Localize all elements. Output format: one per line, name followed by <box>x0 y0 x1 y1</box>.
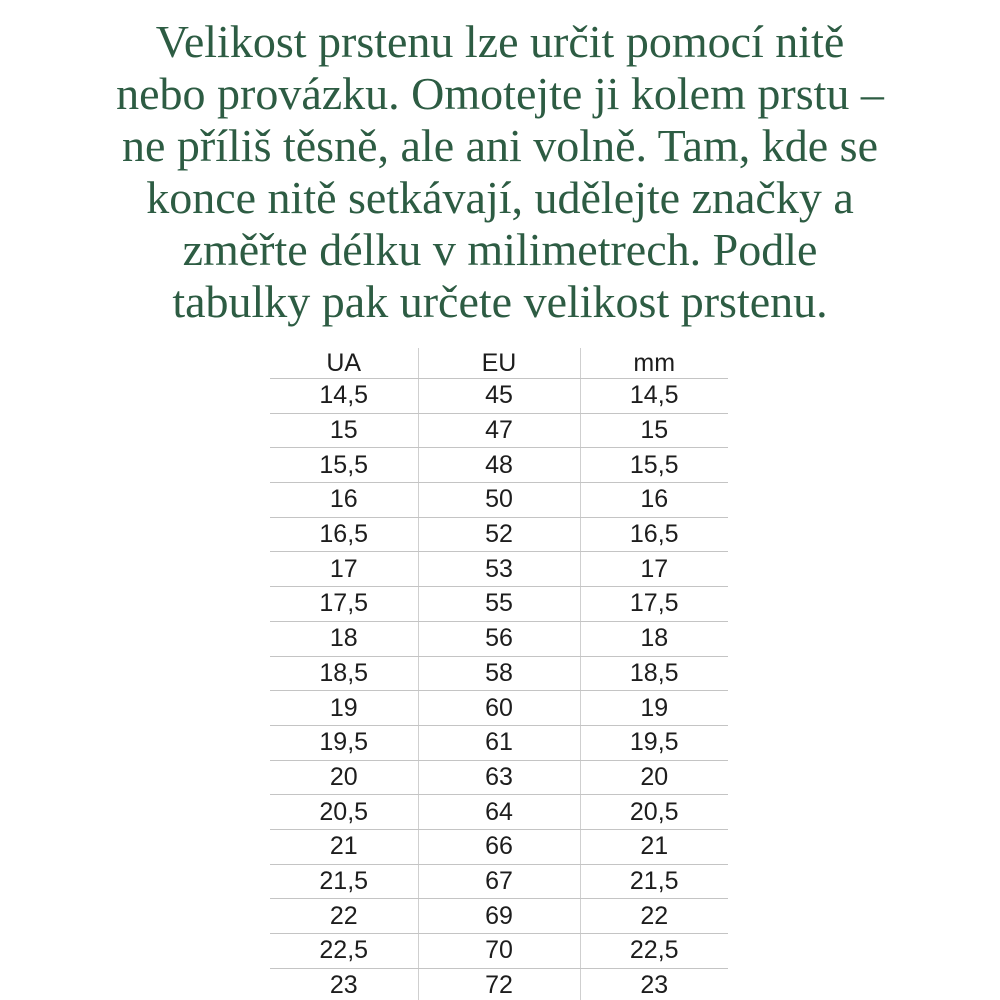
cell-mm: 15,5 <box>580 448 728 483</box>
cell-mm: 22 <box>580 899 728 934</box>
cell-eu: 52 <box>418 517 580 552</box>
cell-ua: 17 <box>270 552 418 587</box>
cell-eu: 60 <box>418 691 580 726</box>
cell-mm: 19,5 <box>580 725 728 760</box>
cell-ua: 20,5 <box>270 795 418 830</box>
cell-ua: 18 <box>270 621 418 656</box>
instruction-line: konce nitě setkávají, udělejte značky a <box>146 172 854 223</box>
instruction-line: tabulky pak určete velikost prstenu. <box>172 276 828 327</box>
cell-ua: 23 <box>270 968 418 1000</box>
cell-eu: 63 <box>418 760 580 795</box>
cell-ua: 15 <box>270 413 418 448</box>
cell-eu: 61 <box>418 725 580 760</box>
cell-mm: 20,5 <box>580 795 728 830</box>
cell-eu: 64 <box>418 795 580 830</box>
cell-eu: 50 <box>418 483 580 518</box>
cell-mm: 21,5 <box>580 864 728 899</box>
cell-eu: 53 <box>418 552 580 587</box>
cell-ua: 22,5 <box>270 934 418 969</box>
cell-ua: 15,5 <box>270 448 418 483</box>
cell-ua: 17,5 <box>270 587 418 622</box>
cell-mm: 21 <box>580 829 728 864</box>
cell-ua: 18,5 <box>270 656 418 691</box>
cell-eu: 56 <box>418 621 580 656</box>
cell-ua: 14,5 <box>270 379 418 414</box>
cell-mm: 17,5 <box>580 587 728 622</box>
cell-mm: 16,5 <box>580 517 728 552</box>
cell-eu: 48 <box>418 448 580 483</box>
cell-mm: 20 <box>580 760 728 795</box>
table-row <box>270 656 728 691</box>
table-row <box>270 968 728 1000</box>
cell-mm: 22,5 <box>580 934 728 969</box>
cell-eu: 66 <box>418 829 580 864</box>
table-row <box>270 934 728 969</box>
cell-mm: 14,5 <box>580 379 728 414</box>
table-row <box>270 691 728 726</box>
instruction-line: nebo provázku. Omotejte ji kolem prstu – <box>116 68 884 119</box>
table-row <box>270 413 728 448</box>
instruction-line: ne příliš těsně, ale ani volně. Tam, kde se <box>122 120 878 171</box>
table-row <box>270 760 728 795</box>
cell-eu: 47 <box>418 413 580 448</box>
cell-eu: 45 <box>418 379 580 414</box>
table-row <box>270 379 728 414</box>
cell-ua: 21,5 <box>270 864 418 899</box>
cell-ua: 16,5 <box>270 517 418 552</box>
table-row <box>270 864 728 899</box>
cell-mm: 18 <box>580 621 728 656</box>
cell-eu: 70 <box>418 934 580 969</box>
column-header-ua: UA <box>270 348 418 379</box>
instruction-line: Velikost prstenu lze určit pomocí nitě <box>155 16 845 67</box>
table-row <box>270 899 728 934</box>
cell-ua: 16 <box>270 483 418 518</box>
cell-mm: 23 <box>640 971 669 1000</box>
cell-mm: 15 <box>580 413 728 448</box>
column-header-mm: mm <box>580 348 728 379</box>
cell-eu: 72 <box>418 968 580 1000</box>
instruction-line: změřte délku v milimetrech. Podle <box>182 224 818 275</box>
table-row <box>270 829 728 864</box>
table-row <box>270 448 728 483</box>
cell-mm: 16 <box>580 483 728 518</box>
table-row <box>270 725 728 760</box>
cell-ua: 22 <box>270 899 418 934</box>
cell-eu: 69 <box>418 899 580 934</box>
table-row <box>270 795 728 830</box>
cell-mm: 17 <box>580 552 728 587</box>
cell-ua: 19 <box>270 691 418 726</box>
table-row <box>270 587 728 622</box>
ring-size-instructions <box>0 16 1000 328</box>
cell-eu: 55 <box>418 587 580 622</box>
table-row <box>270 483 728 518</box>
cell-ua: 21 <box>270 829 418 864</box>
column-header-eu: EU <box>418 348 580 379</box>
table-row <box>270 517 728 552</box>
ring-size-table <box>270 348 728 1000</box>
cell-ua: 20 <box>270 760 418 795</box>
cell-ua: 19,5 <box>270 725 418 760</box>
cell-mm: 19 <box>580 691 728 726</box>
cell-eu: 58 <box>418 656 580 691</box>
table-header-row <box>270 348 728 379</box>
table-row <box>270 621 728 656</box>
cell-mm: 18,5 <box>580 656 728 691</box>
cell-eu: 67 <box>418 864 580 899</box>
table-row <box>270 552 728 587</box>
